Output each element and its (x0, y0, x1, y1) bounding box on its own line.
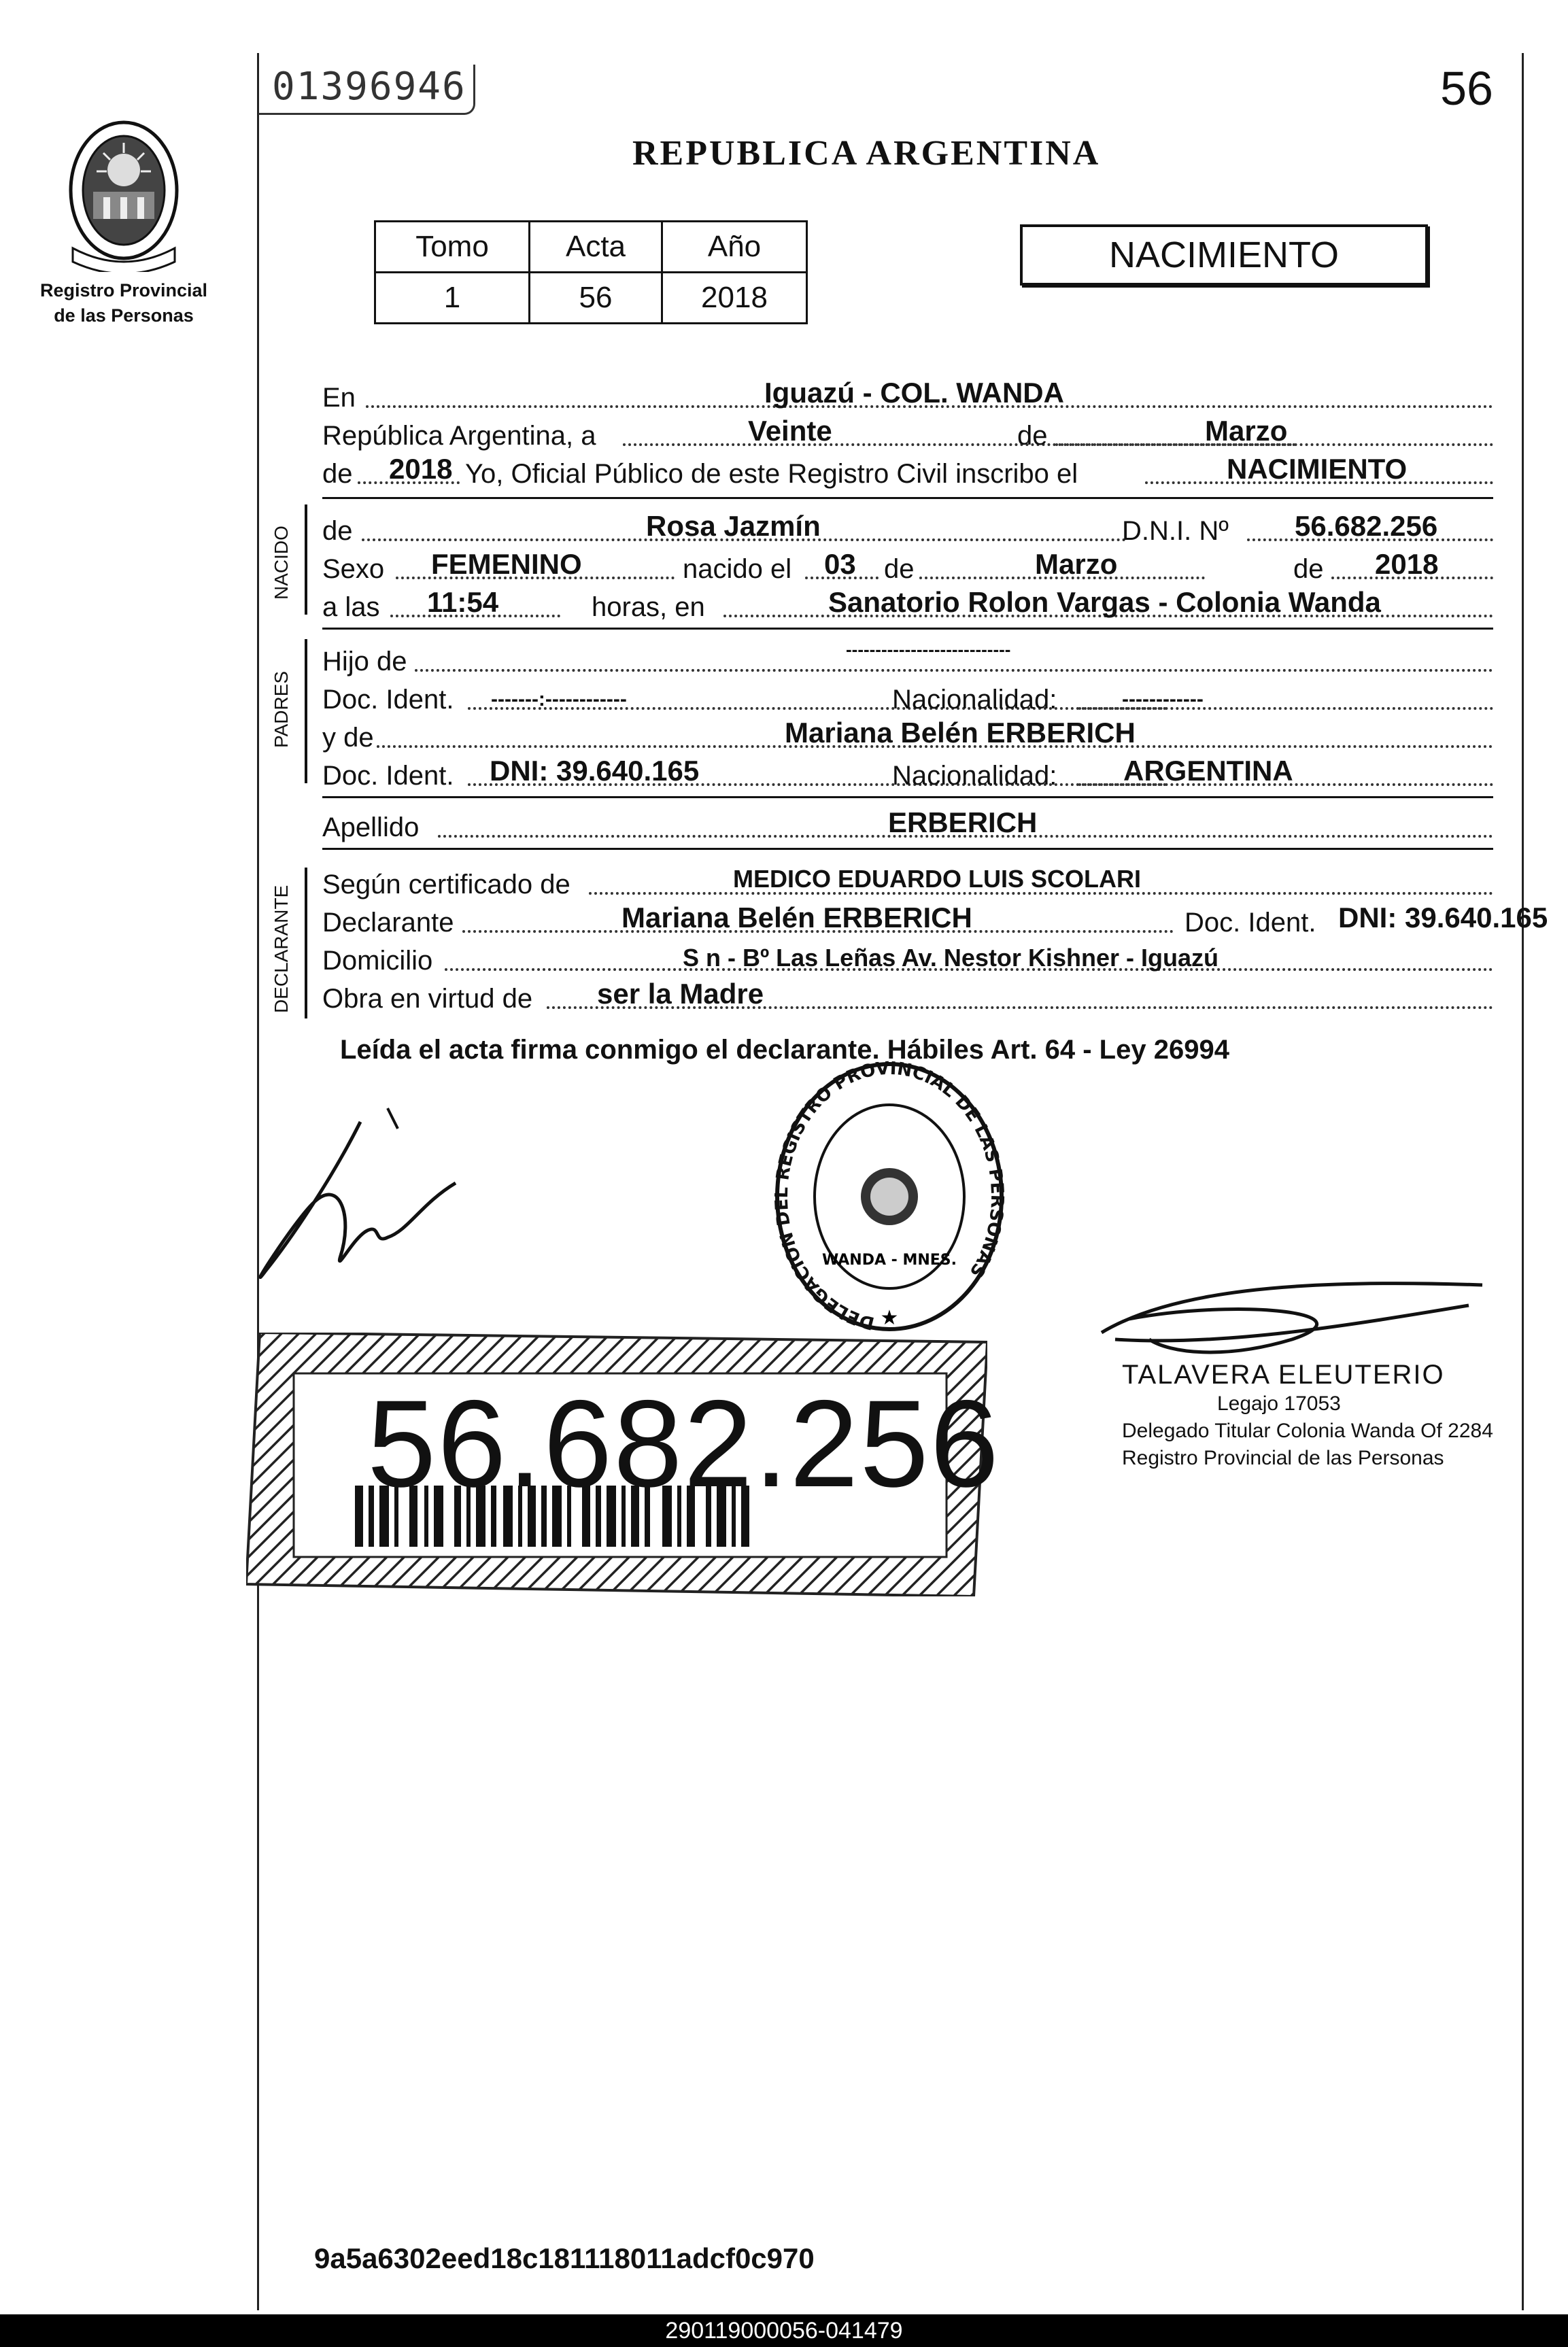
official-signature (1088, 1265, 1496, 1373)
mother-doc-value: DNI: 39.640.165 (490, 755, 700, 787)
cert-value: MEDICO EDUARDO LUIS SCOLARI (733, 865, 1142, 893)
birth-month-value: Marzo (1035, 548, 1118, 580)
apellido-label: Apellido (322, 812, 420, 842)
padres-section-label: PADRES (271, 670, 292, 748)
act-type-box: NACIMIENTO (1020, 224, 1428, 286)
closing-statement: Leída el acta firma conmigo el declarante. Hábiles Art. 64 - Ley 26994 (340, 1035, 1229, 1065)
record-table (374, 220, 808, 324)
row-en (322, 375, 1493, 416)
row-madre (322, 715, 1493, 756)
row-hijo (322, 639, 1493, 680)
province-shield-icon (66, 116, 182, 272)
footer-code-bar: 290119000056-041479 (0, 2314, 1568, 2347)
sexo-value: FEMENINO (431, 548, 582, 580)
row-republica (322, 413, 1493, 454)
de-label: de (1017, 421, 1048, 451)
right-margin-line (1522, 53, 1524, 2310)
birth-day-value: 03 (824, 548, 856, 580)
birth-year-value: 2018 (1375, 548, 1439, 580)
official-org: Registro Provincial de las Personas (1122, 1447, 1444, 1469)
row-sexo (322, 547, 1493, 587)
apellido-value: ERBERICH (888, 806, 1038, 838)
obra-value: ser la Madre (597, 978, 764, 1010)
page-number: 56 (1440, 62, 1493, 115)
country-title: REPUBLICA ARGENTINA (632, 134, 1101, 173)
declarante-bracket (305, 868, 307, 1018)
de-label-2: de (884, 554, 915, 584)
row-oficial (322, 451, 1493, 492)
alas-label: a las (322, 592, 380, 622)
en-label: En (322, 383, 356, 413)
republica-label: República Argentina, a (322, 421, 596, 451)
domicilio-label: Domicilio (322, 946, 433, 976)
child-dni-value: 56.682.256 (1295, 510, 1438, 542)
registry-logo (35, 116, 212, 326)
row-doc2 (322, 753, 1493, 794)
domicilio-value: S n - Bº Las Leñas Av. Nestor Kishner - Iguazú (683, 944, 1218, 972)
declarante-label: Declarante (322, 908, 454, 938)
obra-label: Obra en virtud de (322, 984, 533, 1014)
hijo-value: ---------------------------- (846, 639, 1011, 659)
row-certificado (322, 862, 1493, 903)
month-value: Marzo (1205, 415, 1288, 447)
official-block (1122, 1360, 1530, 1472)
official-name: TALAVERA ELEUTERIO (1122, 1360, 1445, 1390)
year-value: 2018 (389, 453, 453, 485)
official-legajo: Legajo 17053 (1217, 1392, 1341, 1415)
mother-nationality-value: ARGENTINA (1123, 755, 1293, 787)
de2-label: de (322, 459, 353, 489)
control-number: 01396946 (258, 65, 475, 115)
logo-label-line2: de las Personas (54, 305, 194, 326)
nac1-value: ------------ (1122, 688, 1204, 710)
tomo-value: 1 (375, 273, 530, 324)
decl-doc-label: Doc. Ident. (1184, 908, 1316, 938)
child-name-value: Rosa Jazmín (646, 510, 821, 542)
nacido-de-label: de (322, 516, 353, 546)
nacido-el-label: nacido el (683, 554, 792, 584)
sexo-label: Sexo (322, 554, 385, 584)
row-hora (322, 585, 1493, 626)
row-doc1 (322, 677, 1493, 718)
official-role: Delegado Titular Colonia Wanda Of 2284 (1122, 1420, 1493, 1442)
time-value: 11:54 (427, 586, 499, 618)
anio-value: 2018 (662, 273, 807, 324)
star-icon: ★ (880, 1307, 899, 1329)
doc1-value: -------:------------ (491, 688, 627, 710)
doc1-label: Doc. Ident. (322, 685, 454, 715)
official-seal (767, 1061, 1012, 1346)
day-value: Veinte (748, 415, 832, 447)
nac2-label: Nacionalidad: (892, 761, 1057, 791)
declarante-section-label: DECLARANTE (271, 885, 292, 1013)
document-hash: 9a5a6302eed18c181118011adcf0c970 (314, 2242, 815, 2274)
cert-label: Según certificado de (322, 870, 570, 900)
nacido-bracket (305, 504, 307, 615)
birth-place-value: Sanatorio Rolon Vargas - Colonia Wanda (828, 586, 1381, 618)
dni-label: D.N.I. Nº (1122, 516, 1229, 546)
en-value: Iguazú - COL. WANDA (764, 377, 1064, 409)
decl-doc-value: DNI: 39.640.165 (1338, 902, 1548, 933)
declarante-value: Mariana Belén ERBERICH (621, 902, 972, 933)
nac1-label: Nacionalidad: (892, 685, 1057, 715)
doc2-label: Doc. Ident. (322, 761, 454, 791)
yde-label: y de (322, 723, 374, 753)
horas-label: horas, en (592, 592, 705, 622)
row-obra (322, 976, 1493, 1017)
tomo-header: Tomo (375, 222, 530, 273)
de-label-3: de (1293, 554, 1324, 584)
row-apellido (322, 805, 1493, 846)
seal-ring-text: DELEGACION DEL REGISTRO PROVINCIAL DE LAS PERSONAS (771, 1061, 1008, 1334)
anio-header: Año (662, 222, 807, 273)
mother-name-value: Mariana Belén ERBERICH (785, 717, 1136, 749)
declarant-signature (252, 1101, 496, 1305)
inscribe-value: NACIMIENTO (1227, 453, 1408, 485)
row-domicilio (322, 938, 1493, 979)
row-nacido-name (322, 509, 1493, 549)
acta-header: Acta (530, 222, 662, 273)
acta-value: 56 (530, 273, 662, 324)
padres-bracket (305, 639, 307, 783)
oficial-text: Yo, Oficial Público de este Registro Civil inscribo el (465, 459, 1078, 489)
hijo-label: Hijo de (322, 647, 407, 676)
seal-inner-text: WANDA - MNES. (822, 1252, 957, 1269)
logo-label-line1: Registro Provincial (39, 280, 208, 301)
nacido-section-label: NACIDO (271, 526, 292, 600)
row-declarante (322, 900, 1548, 941)
barcode-number: 56.682.256 (367, 1374, 1000, 1513)
